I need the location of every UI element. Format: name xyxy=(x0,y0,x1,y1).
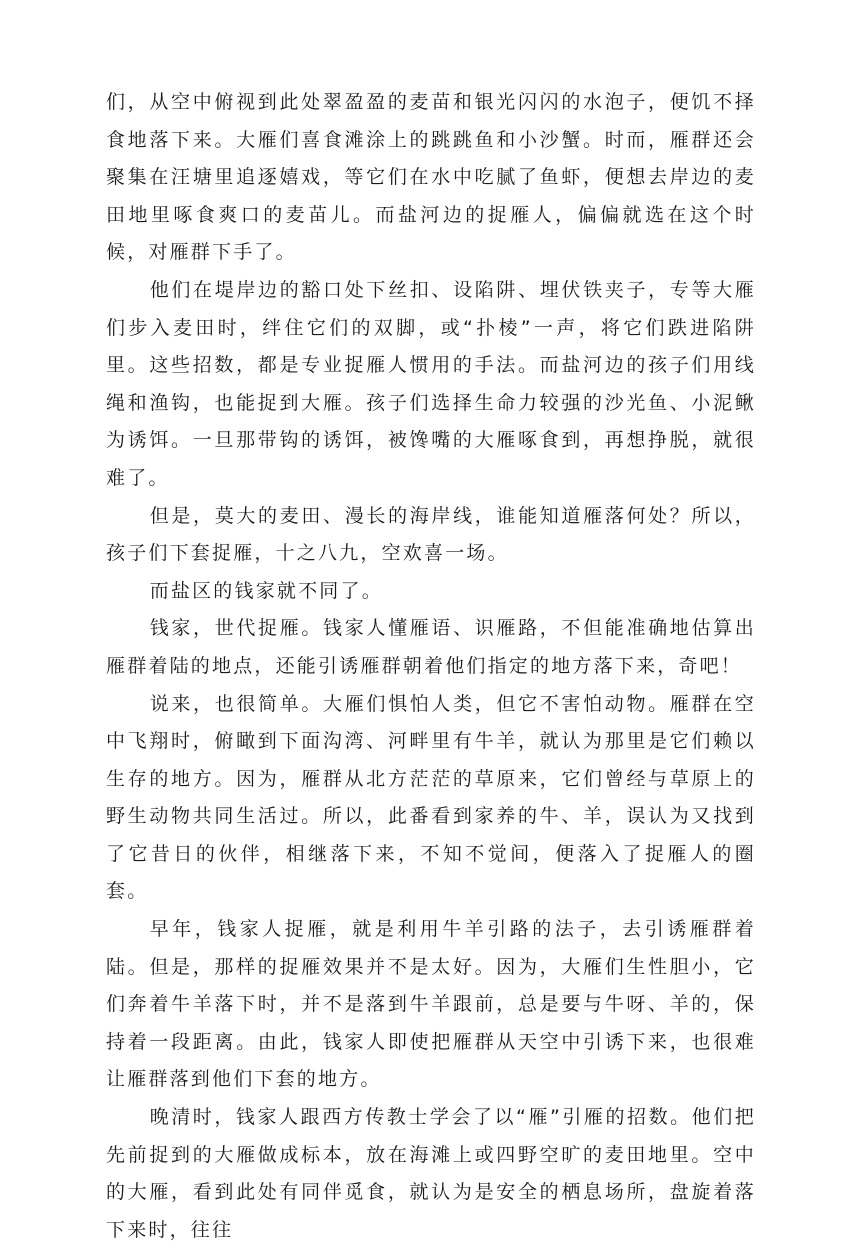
paragraph-1: 们，从空中俯视到此处翠盈盈的麦苗和银光闪闪的水泡子，便饥不择食地落下来。大雁们喜食滩涂上的跳跳鱼和小沙蟹。时而，雁群还会聚集在汪塘里追逐嬉戏，等它们在水中吃腻了鱼虾，便想去岸边的麦田地里啄食爽口的麦苗儿。而盐河边的捉雁人，偏偏就选在这个时候，对雁群下手了。 xyxy=(106,91,756,264)
paragraph-5: 钱家，世代捉雁。钱家人懂雁语、识雁路，不但能准确地估算出雁群着陆的地点，还能引诱雁群朝着他们指定的地方落下来，奇吧！ xyxy=(106,617,756,677)
paragraph-2: 他们在堤岸边的豁口处下丝扣、设陷阱、埋伏铁夹子，专等大雁们步入麦田时，绊住它们的双脚，或“扑棱”一声，将它们跌进陷阱里。这些招数，都是专业捉雁人惯用的手法。而盐河边的孩子们用线绳和渔钩，也能捉到大雁。孩子们选择生命力较强的沙光鱼、小泥鳅为诱饵。一旦那带钩的诱饵，被馋嘴的大雁啄食到，再想挣脱，就很难了。 xyxy=(106,278,756,489)
paragraph-3: 但是，莫大的麦田、漫长的海岸线，谁能知道雁落何处？所以，孩子们下套捉雁，十之八九，空欢喜一场。 xyxy=(106,504,756,565)
paragraph-4: 而盐区的钱家就不同了。 xyxy=(149,579,383,602)
paragraph-8: 晚清时，钱家人跟西方传教士学会了以“雁”引雁的招数。他们把先前捉到的大雁做成标本，放在海滩上或四野空旷的麦田地里。空中的大雁，看到此处有同伴觅食，就认为是安全的栖息场所，盘旋着落下来时，往往 xyxy=(106,1106,756,1241)
paragraph-6: 说来，也很简单。大雁们惧怕人类，但它不害怕动物。雁群在空中飞翔时，俯瞰到下面沟湾、河畔里有牛羊，就认为那里是它们赖以生存的地方。因为，雁群从北方茫茫的草原来，它们曾经与草原上的野生动物共同生活过。所以，此番看到家养的牛、羊，误认为又找到了它昔日的伙伴，相继落下来，不知不觉间，便落入了捉雁人的圈套。 xyxy=(106,692,756,903)
paragraph-7: 早年，钱家人捉雁，就是利用牛羊引路的法子，去引诱雁群着陆。但是，那样的捉雁效果并不是太好。因为，大雁们生性胆小，它们奔着牛羊落下时，并不是落到牛羊跟前，总是要与牛呀、羊的，保持着一段距离。由此，钱家人即使把雁群从天空中引诱下来，也很难让雁群落到他们下套的地方。 xyxy=(106,918,756,1091)
article-body xyxy=(106,84,756,1249)
